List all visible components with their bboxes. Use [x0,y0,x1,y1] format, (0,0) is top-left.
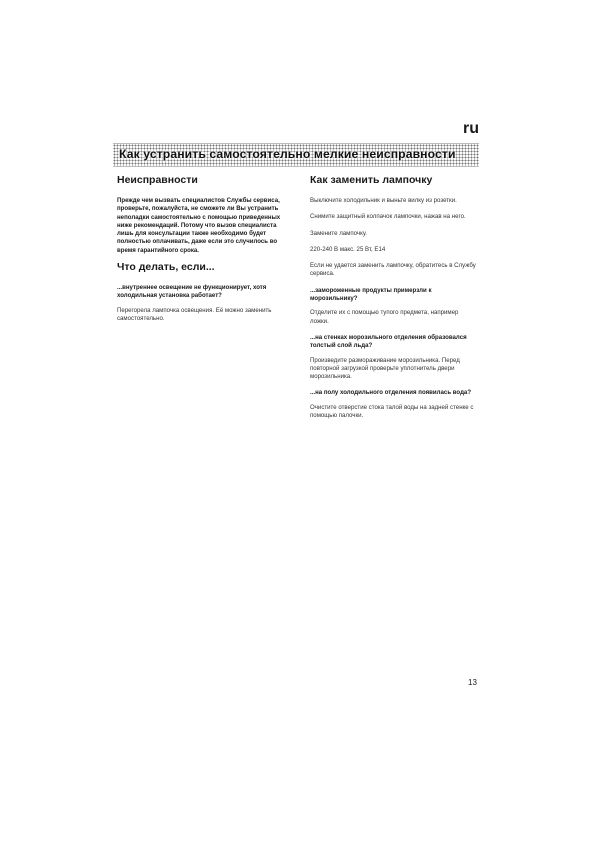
question-frozen-food: ...замороженные продукты примерзли к морозильнику? [310,286,432,303]
page-title: Как устранить самостоятельно мелкие неисправности [119,147,456,161]
left-column [117,174,285,331]
question-ice-layer: ...на стенках морозильного отделения образовался толстый слой льда? [310,333,467,350]
title-banner [113,143,479,167]
section-heading-replace-bulb: Как заменить лампочку [310,174,433,186]
answer-ice-layer: Произведите размораживание морозильника. Перед повторной загрузкой проверьте уплотнитель двери морозильника. [310,356,460,381]
bulb-step-1: Выключите холодильник и выньте вилку из розетки. [310,197,457,204]
bulb-spec: 220-240 В макс. 25 Вт, E14 [310,245,386,253]
question-lighting: ...внутреннее освещение не функционирует, хотя холодильная установка работает? [117,284,267,300]
right-column [310,174,478,428]
section-heading-faults: Неисправности [117,174,198,186]
page-number: 13 [468,678,477,687]
question-water-floor: ...на полу холодильного отделения появилась вода? [310,389,472,397]
section-heading-what-to-do: Что делать, если... [117,261,215,274]
answer-lighting: Перегорела лампочка освещения. Её можно заменить самостоятельно. [117,306,272,322]
answer-water-floor: Очистите отверстие стока талой воды на задней стенке с помощью палочки. [310,403,474,420]
language-code: ru [463,120,479,137]
bulb-step-2: Снимите защитный колпачок лампочки, нажав на него. [310,213,466,221]
answer-frozen-food: Отделите их с помощью тупого предмета, например ложки. [310,309,459,325]
bulb-step-3: Замените лампочку. [310,229,367,237]
intro-paragraph: Прежде чем вызвать специалистов Службы сервиса, проверьте, пожалуйста, не сможете ли Вы устранить неполадки самостоятельно с помощью приведенных ниже рекомендаций. Потому что вызов специалиста лишь для консультации также необходимо будет полностью оплачивать, даже если это случилось во время гарантийного срока. [117,197,281,254]
bulb-service-note: Если не удается заменить лампочку, обратитесь в Службу сервиса. [310,262,476,278]
